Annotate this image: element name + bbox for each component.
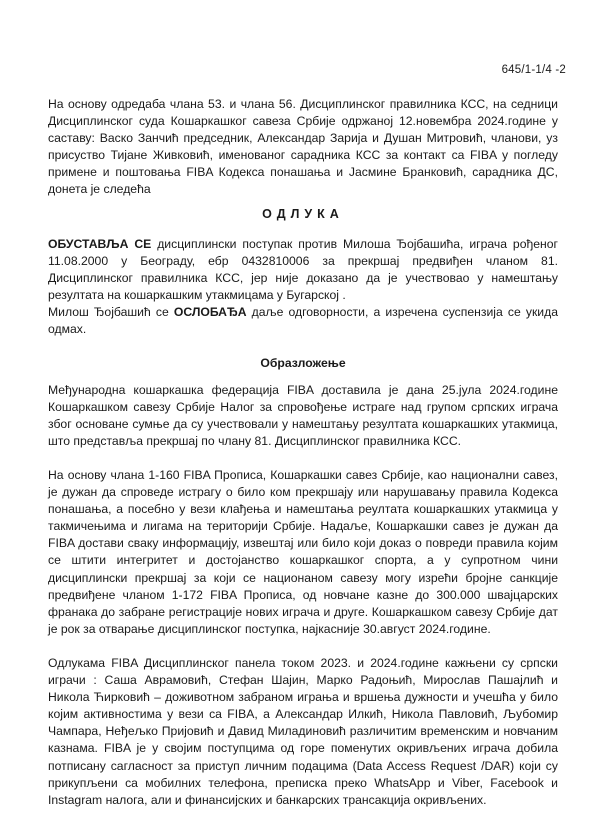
decision-bold-suspend: ОБУСТАВЉА СЕ <box>48 237 152 251</box>
decision-bold-release: ОСЛОБАЂА <box>173 305 247 319</box>
reasoning-title: Образложење <box>260 356 346 370</box>
decision-text-2-end: даље одговорности, а изречена суспензија се укида одмах. <box>48 305 558 337</box>
reasoning-paragraph-2: На основу члана 1-160 FIBA Прописа, Кошаркашки савез Србије, као национални савез, је дужан да спроведе истрагу о било ком прекршају или нарушавању правила Кодекса понашања, а посебно у вези клађења и намештања реултата кошаркашких утакмица у такмичењима и лигама на територији Србије. Надаље, Кошаркашки савез је дужан да FIBA достави сваку информацију, извештај или било који доказ о повреди правила којим се штити интегритет и достојанство кошаркашког спорта, а у супротном чини дисциплински прекршај за који се национаном савезу могу изрећи бројне санкције предвиђене чланом 1-172 FIBA Прописа, од новчане казне до 300.000 швајцарских франака до забране регистрације нових играча и друге. Кошаркашком савезу Србије дат је рок за отварање дисциплинског поступка, најкасније 30.август 2024.године. <box>48 468 558 636</box>
decision-text-1: дисциплински поступак против Милоша Ђојбашића, играча рођеног 11.08.2000 у Београду, ебр 0432810006 за прекршај предвиђен чланом 81. Дисциплинског правилника КСС, јер није доказано да је учествовао у намештању резултата на кошаркашким утакмицама у Бугарској . <box>48 237 559 303</box>
reasoning-paragraph-3: Одлукама FIBA Дисциплинског панела током 2023. и 2024.године кажњени су српски играчи : Саша Аврамовић, Стефан Шаjин, Марко Радоњић, Мирослав Пашајлић и Никола Ћирковић – доживотном забраном играња и вршења дужности и учешћа у било којим активностима у вези са FIBA, а Александар Илкић, Никола Павловић, Љубомир Чампара, Неђељко Пријовић и Давид Миладиновић различитим временским и новчаним казнама. FIBA је у својим поступцима од горе поменутих окривљених играча добила потписану сагласност за приступ личним подацима (Data Access Request /DAR) који су прикупљени са мобилних телефона, преписка преко WhatsApp и Viber, Facebook и Instagram налога, али и финансијских и банкарских трансакција окривљених. <box>48 656 558 807</box>
decision-paragraph-2 <box>48 304 558 338</box>
intro-paragraph: На основу одредаба члана 53. и члана 56. Дисциплинског правилника КСС, на седници Дисциплинског суда Кошаркашког савеза Србије одржаној 12.новембра 2024.године у саставу: Васко Занчић председник, Александар Зарија и Душан Митровић, чланови, уз присуство Тијане Живковић, именованог сарадника КСС за контакт са FIBA у погледу примене и поштовања FIBA Кодекса понашања и Јасмине Бранковић, сарадника ДС, донета је следећа <box>48 97 558 197</box>
decision-title: ОДЛУКА <box>262 207 344 221</box>
reasoning-paragraph-1: Међународна кошаркашка федерација FIBA доставила је дана 25.јула 2024.године Кошаркашком савезу Србије Налог за спровођење истраге над групом српских играча због основане сумње да су учествовали у намештању резултата кошаркашких утакмица, што представља прекршај по члану 81. Дисциплинског правилника КСС. <box>48 383 558 449</box>
decision-text-2-start: Милош Ђојбашић се <box>48 305 174 319</box>
document-number: 645/1-1/4 -2 <box>501 64 566 76</box>
decision-paragraph-1 <box>48 236 558 304</box>
